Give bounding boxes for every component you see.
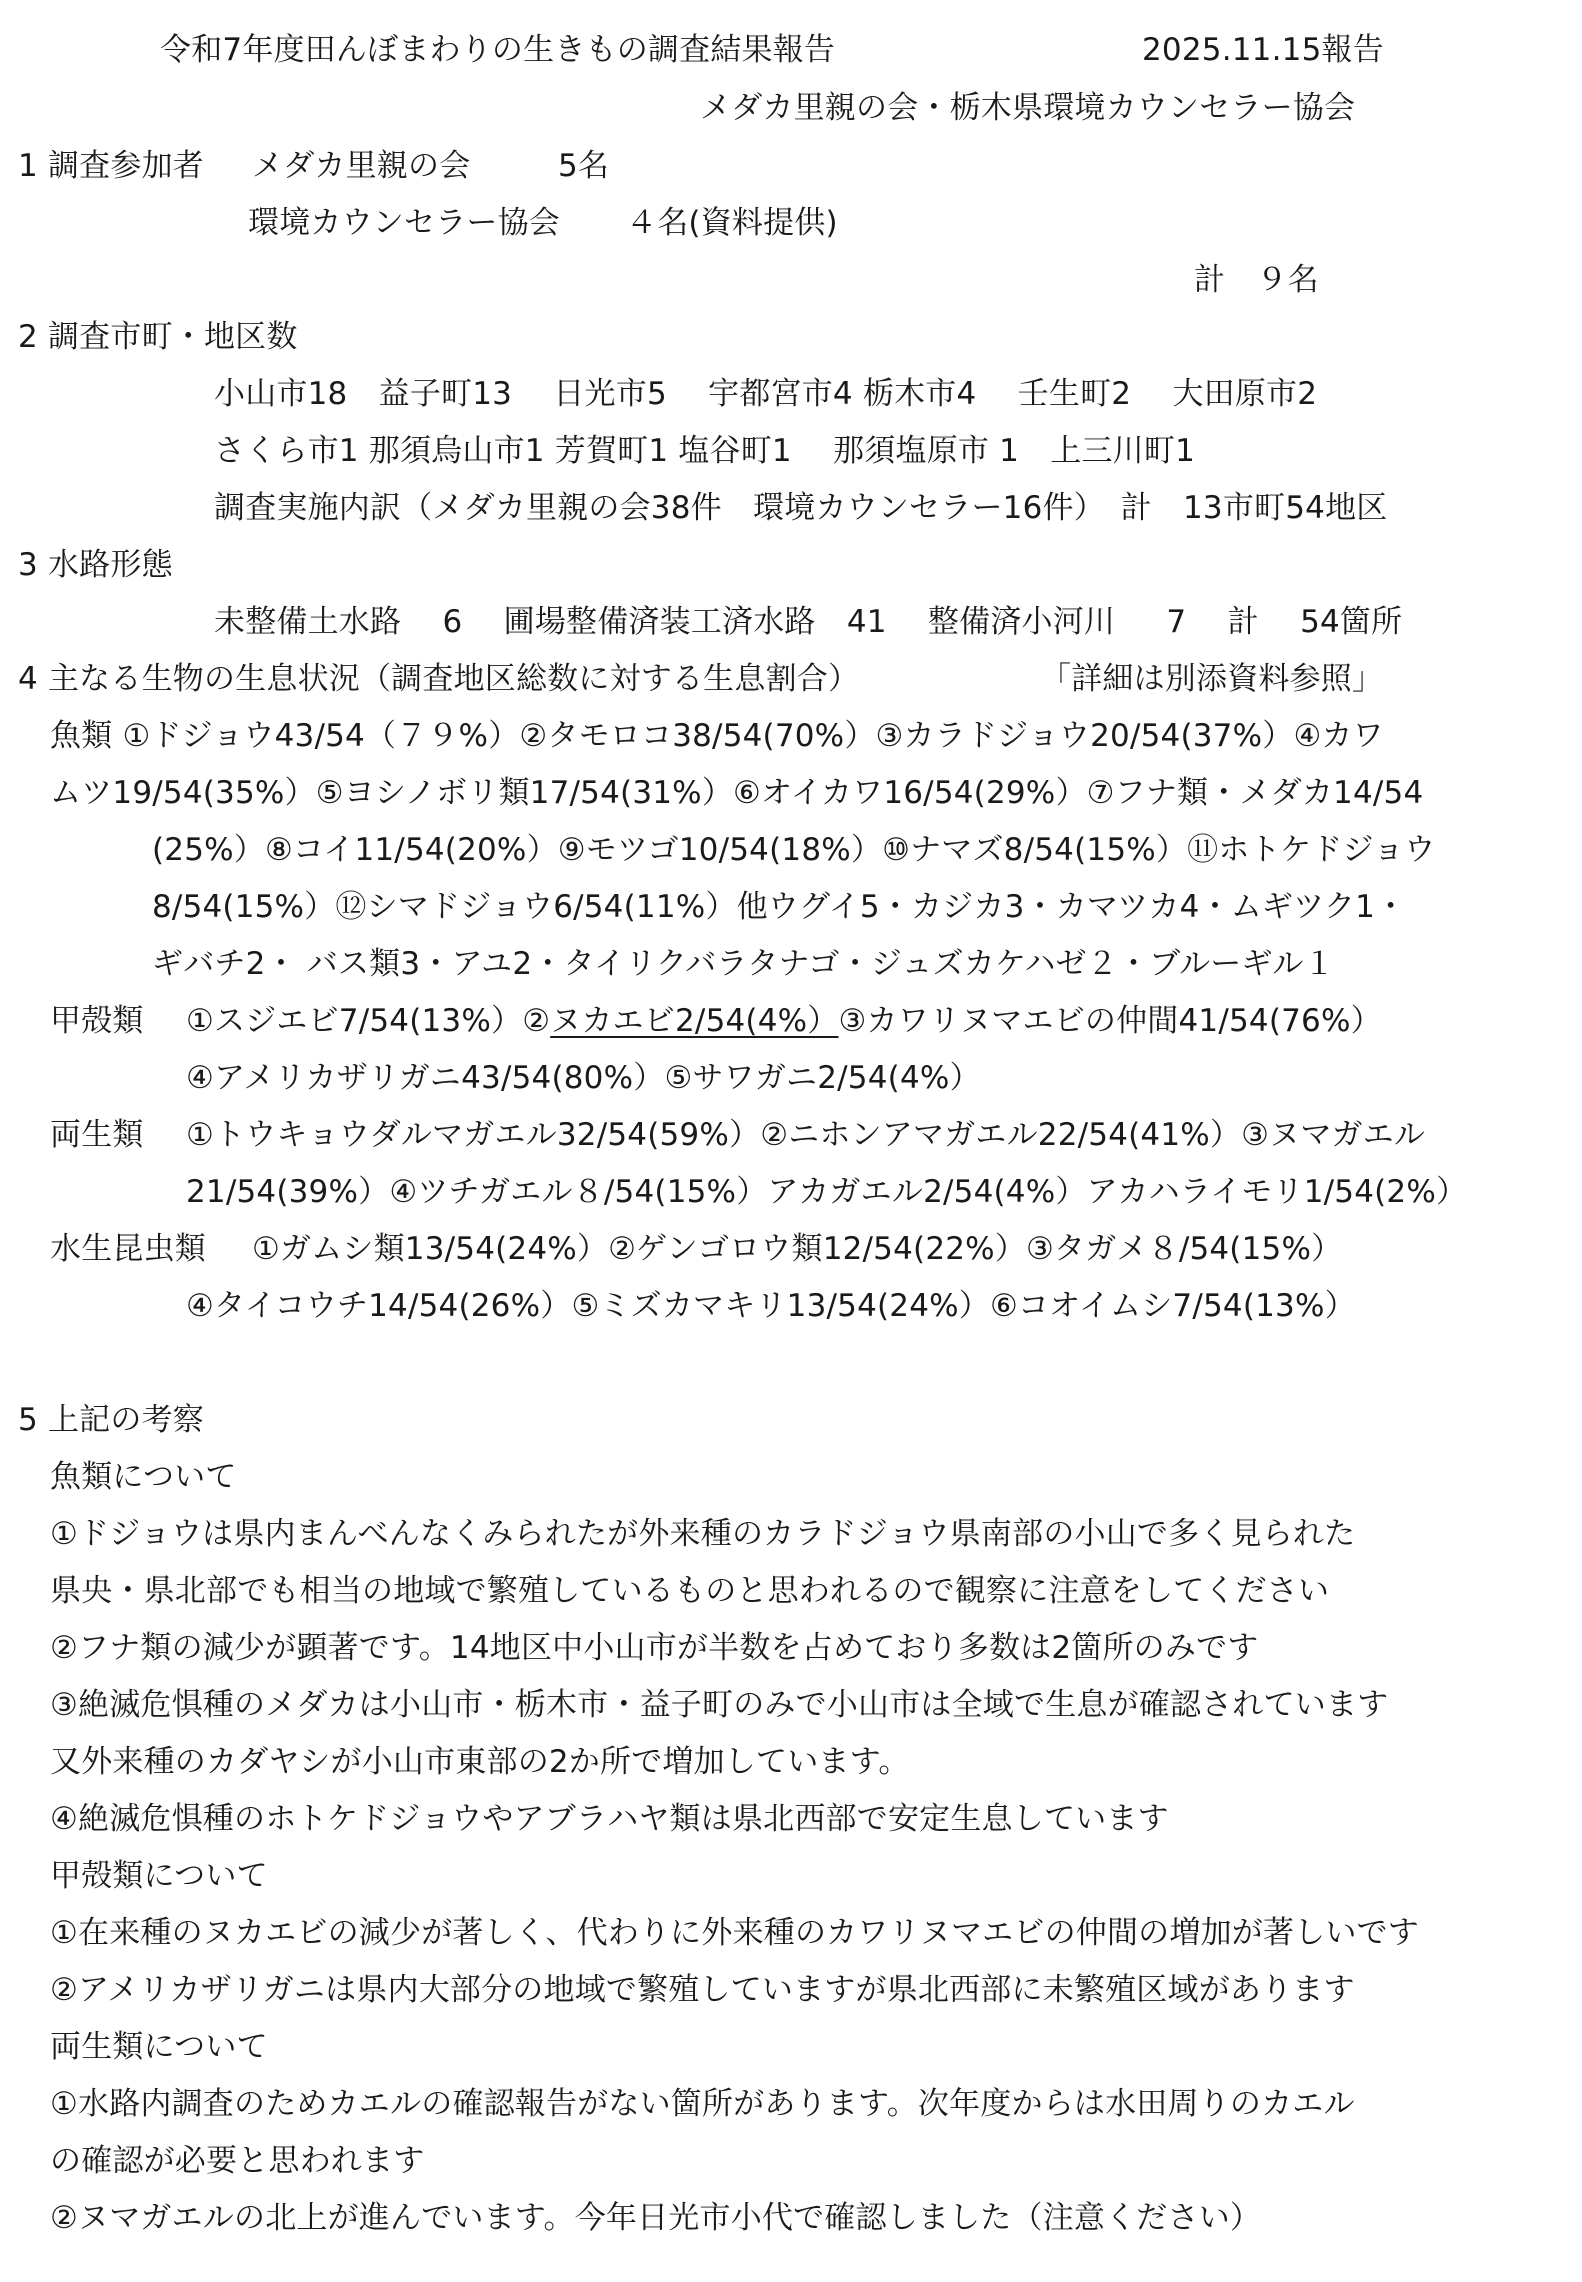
crustacean-part-1: ①スジエビ7/54(13%）② [186, 1003, 551, 1039]
amphibian-line-2: 21/54(39%）④ツチガエル８/54(15%）アカガエル2/54(4%）アカハライモリ1/54(2%） [186, 1174, 1468, 1210]
fish-line-1: 魚類 ①ドジョウ43/54（７９%）②タモロコ38/54(70%）③カラドジョウ20/54(37%）④カワ [50, 718, 1384, 754]
discussion-line-1: 魚類について [50, 1459, 237, 1495]
fish-line-4: 8/54(15%）⑫シマドジョウ6/54(11%）他ウグイ5・カジカ3・カマツカ4・ムギツク1・ [152, 889, 1407, 925]
municipality-line-2: さくら市1 那須烏山市1 芳賀町1 塩谷町1 那須塩原市 1 上三川町1 [214, 433, 1196, 469]
insect-line-1: ①ガムシ類13/54(24%）②ゲンゴロウ類12/54(22%）③タガメ８/54(15%） [252, 1231, 1343, 1267]
amphibian-label: 両生類 [50, 1117, 144, 1153]
fish-line-3: (25%）⑧コイ11/54(20%）⑨モツゴ10/54(18%）⑩ナマズ8/54(15%）⑪ホトケドジョウ [152, 832, 1436, 868]
report-title: 令和7年度田んぼまわりの生きもの調査結果報告 [160, 32, 836, 68]
participant-group2-count: ４名(資料提供) [626, 205, 838, 241]
discussion-line-14: ②ヌマガエルの北上が進んでいます。今年日光市小代で確認しました（注意ください） [50, 2200, 1262, 2236]
section4-heading: 4 主なる生物の生息状況（調査地区総数に対する生息割合） [18, 661, 860, 697]
section4-note: 「詳細は別添資料参照」 [1040, 661, 1384, 697]
survey-breakdown: 調査実施内訳（メダカ里親の会38件 環境カウンセラー16件） 計 13市町54地区 [214, 490, 1388, 526]
discussion-line-8: 甲殻類について [50, 1858, 268, 1894]
section3-heading: 3 水路形態 [18, 547, 173, 583]
section5-heading: 5 上記の考察 [18, 1402, 204, 1438]
fish-line-2: ムツ19/54(35%）⑤ヨシノボリ類17/54(31%）⑥オイカワ16/54(29%）⑦フナ類・メダカ14/54 [50, 775, 1424, 811]
report-date: 2025.11.15報告 [1142, 32, 1384, 68]
participant-group1: メダカ里親の会 [252, 148, 471, 184]
discussion-line-5: ③絶滅危惧種のメダカは小山市・栃木市・益子町のみで小山市は全域で生息が確認されています [50, 1687, 1389, 1723]
section1-heading: 1 調査参加者 [18, 148, 204, 184]
discussion-line-10: ②アメリカザリガニは県内大部分の地域で繁殖していますが県北西部に未繁殖区域があります [50, 1972, 1355, 2008]
report-organizations: メダカ里親の会・栃木県環境カウンセラー協会 [700, 90, 1356, 126]
crustacean-label: 甲殻類 [50, 1003, 144, 1039]
discussion-line-12: ①水路内調査のためカエルの確認報告がない箇所があります。次年度からは水田周りのカエル [50, 2086, 1355, 2122]
crustacean-part-2: ③カワリヌマエビの仲間41/54(76%） [838, 1003, 1382, 1039]
municipality-line-1: 小山市18 益子町13 日光市5 宇都宮市4 栃木市4 壬生町2 大田原市2 [214, 376, 1318, 412]
discussion-line-3: 県央・県北部でも相当の地域で繁殖しているものと思われるので観察に注意をしてください [50, 1573, 1330, 1609]
discussion-line-4: ②フナ類の減少が顕著です。14地区中小山市が半数を占めており多数は2箇所のみです [50, 1630, 1259, 1666]
participant-group1-count: 5名 [558, 148, 610, 184]
insect-line-2: ④タイコウチ14/54(26%）⑤ミズカマキリ13/54(24%）⑥コオイムシ7/54(13%） [186, 1288, 1356, 1324]
crustacean-line-1 [186, 1001, 1382, 1041]
discussion-line-9: ①在来種のヌカエビの減少が著しく、代わりに外来種のカワリヌマエビの仲間の増加が著しいです [50, 1915, 1419, 1951]
crustacean-line-2: ④アメリカザリガニ43/54(80%）⑤サワガニ2/54(4%） [186, 1060, 981, 1096]
insect-label: 水生昆虫類 [50, 1231, 206, 1267]
amphibian-line-1: ①トウキョウダルマガエル32/54(59%）②ニホンアマガエル22/54(41%）③ヌマガエル [186, 1117, 1426, 1153]
discussion-line-11: 両生類について [50, 2029, 268, 2065]
participant-group2: 環境カウンセラー協会 [248, 205, 560, 241]
waterway-types: 未整備土水路 6 圃場整備済装工済水路 41 整備済小河川 7 計 54箇所 [214, 604, 1403, 640]
discussion-line-6: 又外来種のカダヤシが小山市東部の2か所で増加しています。 [50, 1744, 910, 1780]
discussion-line-2: ①ドジョウは県内まんべんなくみられたが外来種のカラドジョウ県南部の小山で多く見られた [50, 1516, 1356, 1552]
section2-heading: 2 調査市町・地区数 [18, 319, 298, 355]
crustacean-underlined: ヌカエビ2/54(4%） [550, 1003, 839, 1039]
participant-total: 計 ９名 [1194, 262, 1319, 298]
discussion-line-7: ④絶滅危惧種のホトケドジョウやアブラハヤ類は県北西部で安定生息しています [50, 1801, 1169, 1837]
fish-line-5: ギバチ2・ バス類3・アユ2・タイリクバラタナゴ・ジュズカケハゼ２・ブルーギル１ [152, 946, 1335, 982]
discussion-line-13: の確認が必要と思われます [50, 2143, 425, 2179]
